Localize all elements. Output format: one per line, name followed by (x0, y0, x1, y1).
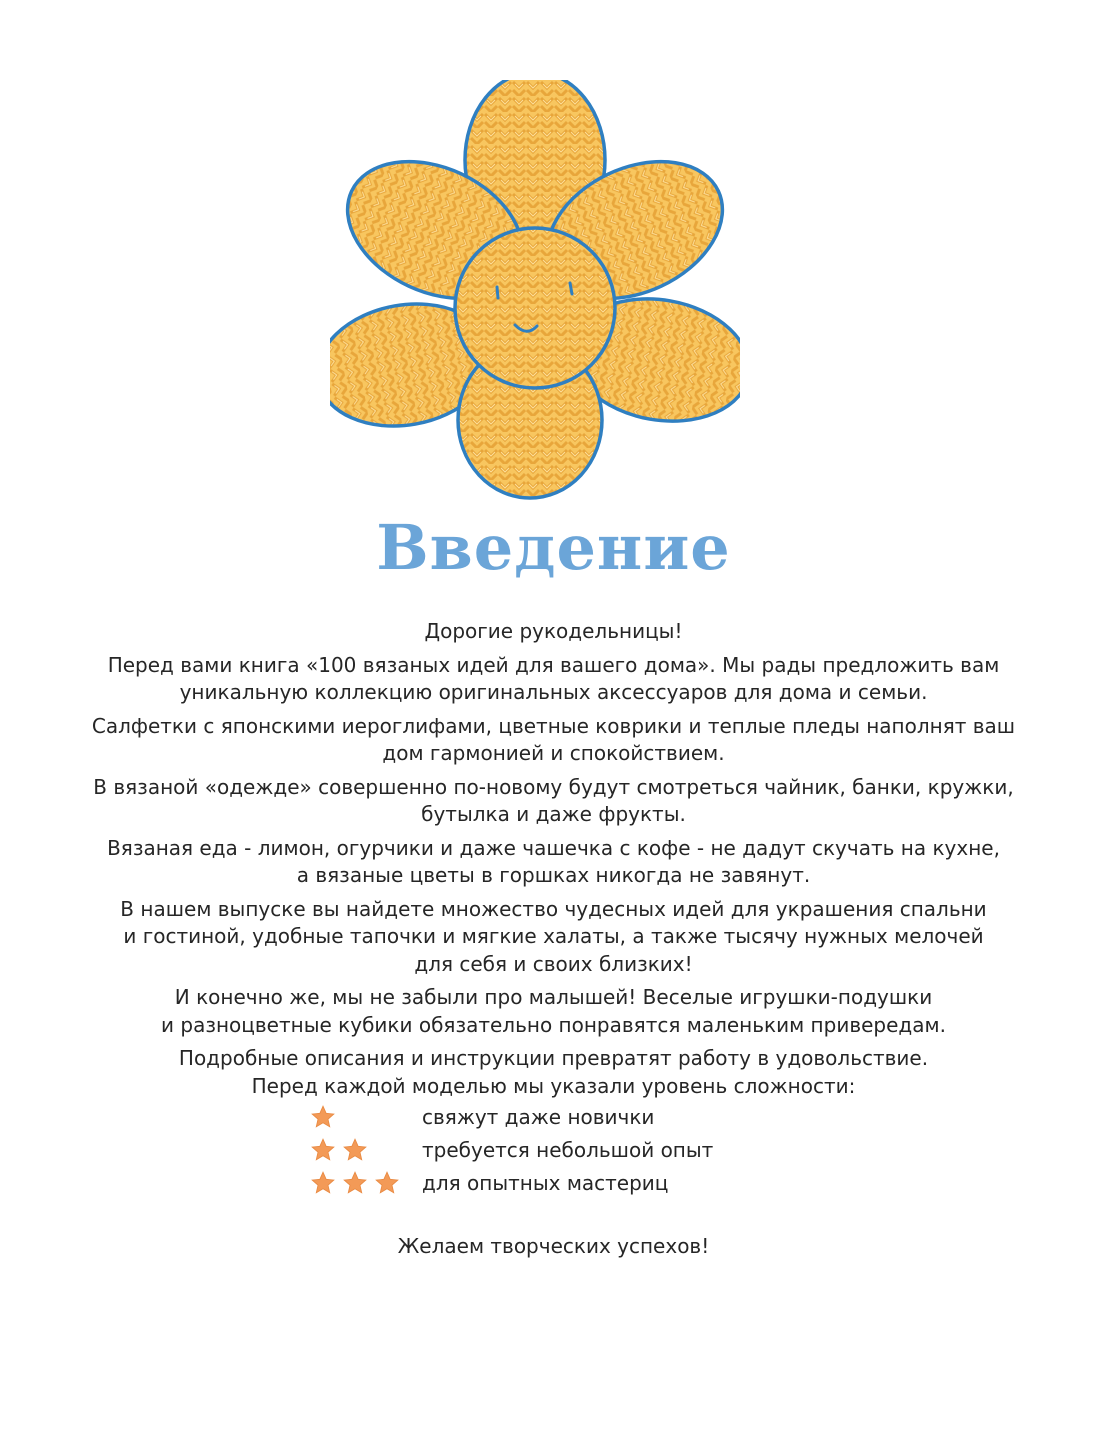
difficulty-stars (310, 1170, 422, 1196)
difficulty-legend (310, 1100, 830, 1199)
star-icon (310, 1137, 336, 1163)
paragraph-7: Подробные описания и инструкции превратят работу в удовольствие. Перед каждой моделью мы указали уровень сложности: (178, 1046, 929, 1098)
star-icon (342, 1137, 368, 1163)
paragraph-3: В вязаной «одежде» совершенно по-новому будут смотреться чайник, банки, кружки, бутылка и даже фрукты. (93, 774, 1014, 826)
difficulty-stars (310, 1137, 422, 1163)
closing-text: Желаем творческих успехов! (397, 1234, 710, 1258)
star-icon (310, 1170, 336, 1196)
paragraph-5: В нашем выпуске вы найдете множество чудесных идей для украшения спальни и гостиной, удобные тапочки и мягкие халаты, а также тысячу нужных мелочей для себя и своих близких! (120, 896, 987, 976)
difficulty-stars (310, 1104, 422, 1130)
right-eye (570, 283, 572, 294)
difficulty-label: для опытных мастериц (422, 1170, 669, 1195)
flower-center (455, 228, 615, 388)
page-title: Введение (376, 511, 731, 584)
star-icon (310, 1104, 336, 1130)
intro-text (40, 618, 1067, 1106)
star-icon (342, 1170, 368, 1196)
difficulty-label: свяжут даже новички (422, 1104, 655, 1129)
paragraph-4: Вязаная еда - лимон, огурчики и даже чашечка с кофе - не дадут скучать на кухне, а вязаные цветы в горшках никогда не завянут. (107, 835, 1000, 887)
left-eye (497, 287, 498, 298)
paragraph-6: И конечно же, мы не забыли про малышей! Веселые игрушки-подушки и разноцветные кубики обязательно понравятся маленьким привередам. (161, 985, 946, 1037)
smiling-flower-illustration (330, 80, 740, 500)
difficulty-level-1 (310, 1100, 830, 1133)
difficulty-level-2 (310, 1133, 830, 1166)
difficulty-level-3 (310, 1166, 830, 1199)
star-icon (374, 1170, 400, 1196)
paragraph-2: Салфетки с японскими иероглифами, цветные коврики и теплые пледы наполнят ваш дом гармонией и спокойствием. (91, 713, 1016, 765)
paragraph-1: Перед вами книга «100 вязаных идей для вашего дома». Мы рады предложить вам уникальную коллекцию оригинальных аксессуаров для дома и семьи. (107, 652, 1000, 704)
greeting: Дорогие рукодельницы! (424, 619, 683, 643)
difficulty-label: требуется небольшой опыт (422, 1137, 714, 1162)
